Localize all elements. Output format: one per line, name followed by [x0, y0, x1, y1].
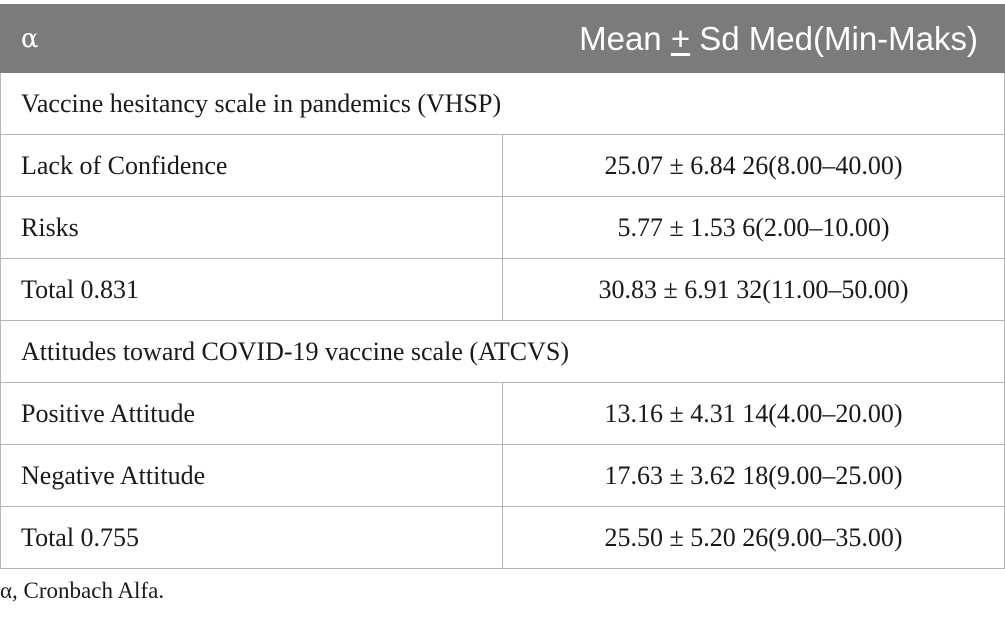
table-row — [1, 259, 1005, 321]
header-alpha: α — [1, 5, 503, 73]
row-value: 25.07 ± 6.84 26(8.00–40.00) — [503, 135, 1005, 197]
table-row — [1, 197, 1005, 259]
table-header — [1, 5, 1005, 73]
section-title-atcvs: Attitudes toward COVID-19 vaccine scale (ATCVS) — [1, 321, 1005, 383]
row-label: Positive Attitude — [1, 383, 503, 445]
table-body — [1, 73, 1005, 569]
table-row — [1, 445, 1005, 507]
row-value: 17.63 ± 3.62 18(9.00–25.00) — [503, 445, 1005, 507]
table-row — [1, 135, 1005, 197]
header-mean-label: Mean — [579, 19, 671, 57]
table-row — [1, 383, 1005, 445]
header-plus-minus: + — [670, 19, 691, 57]
header-mean-sd-median — [503, 5, 1005, 73]
row-value: 5.77 ± 1.53 6(2.00–10.00) — [503, 197, 1005, 259]
results-table-container — [0, 4, 1004, 569]
section-row — [1, 321, 1005, 383]
row-value: 13.16 ± 4.31 14(4.00–20.00) — [503, 383, 1005, 445]
row-label: Total 0.755 — [1, 507, 503, 569]
table-footnote: α, Cronbach Alfa. — [0, 578, 165, 603]
header-sd-median-label: Sd Med(Min-Maks) — [690, 19, 978, 57]
row-label: Negative Attitude — [1, 445, 503, 507]
row-label: Lack of Confidence — [1, 135, 503, 197]
results-table — [0, 4, 1005, 569]
section-row — [1, 73, 1005, 135]
row-value: 30.83 ± 6.91 32(11.00–50.00) — [503, 259, 1005, 321]
table-row — [1, 507, 1005, 569]
section-title-vhsp: Vaccine hesitancy scale in pandemics (VHSP) — [1, 73, 1005, 135]
row-value: 25.50 ± 5.20 26(9.00–35.00) — [503, 507, 1005, 569]
row-label: Total 0.831 — [1, 259, 503, 321]
header-row — [1, 5, 1005, 73]
row-label: Risks — [1, 197, 503, 259]
